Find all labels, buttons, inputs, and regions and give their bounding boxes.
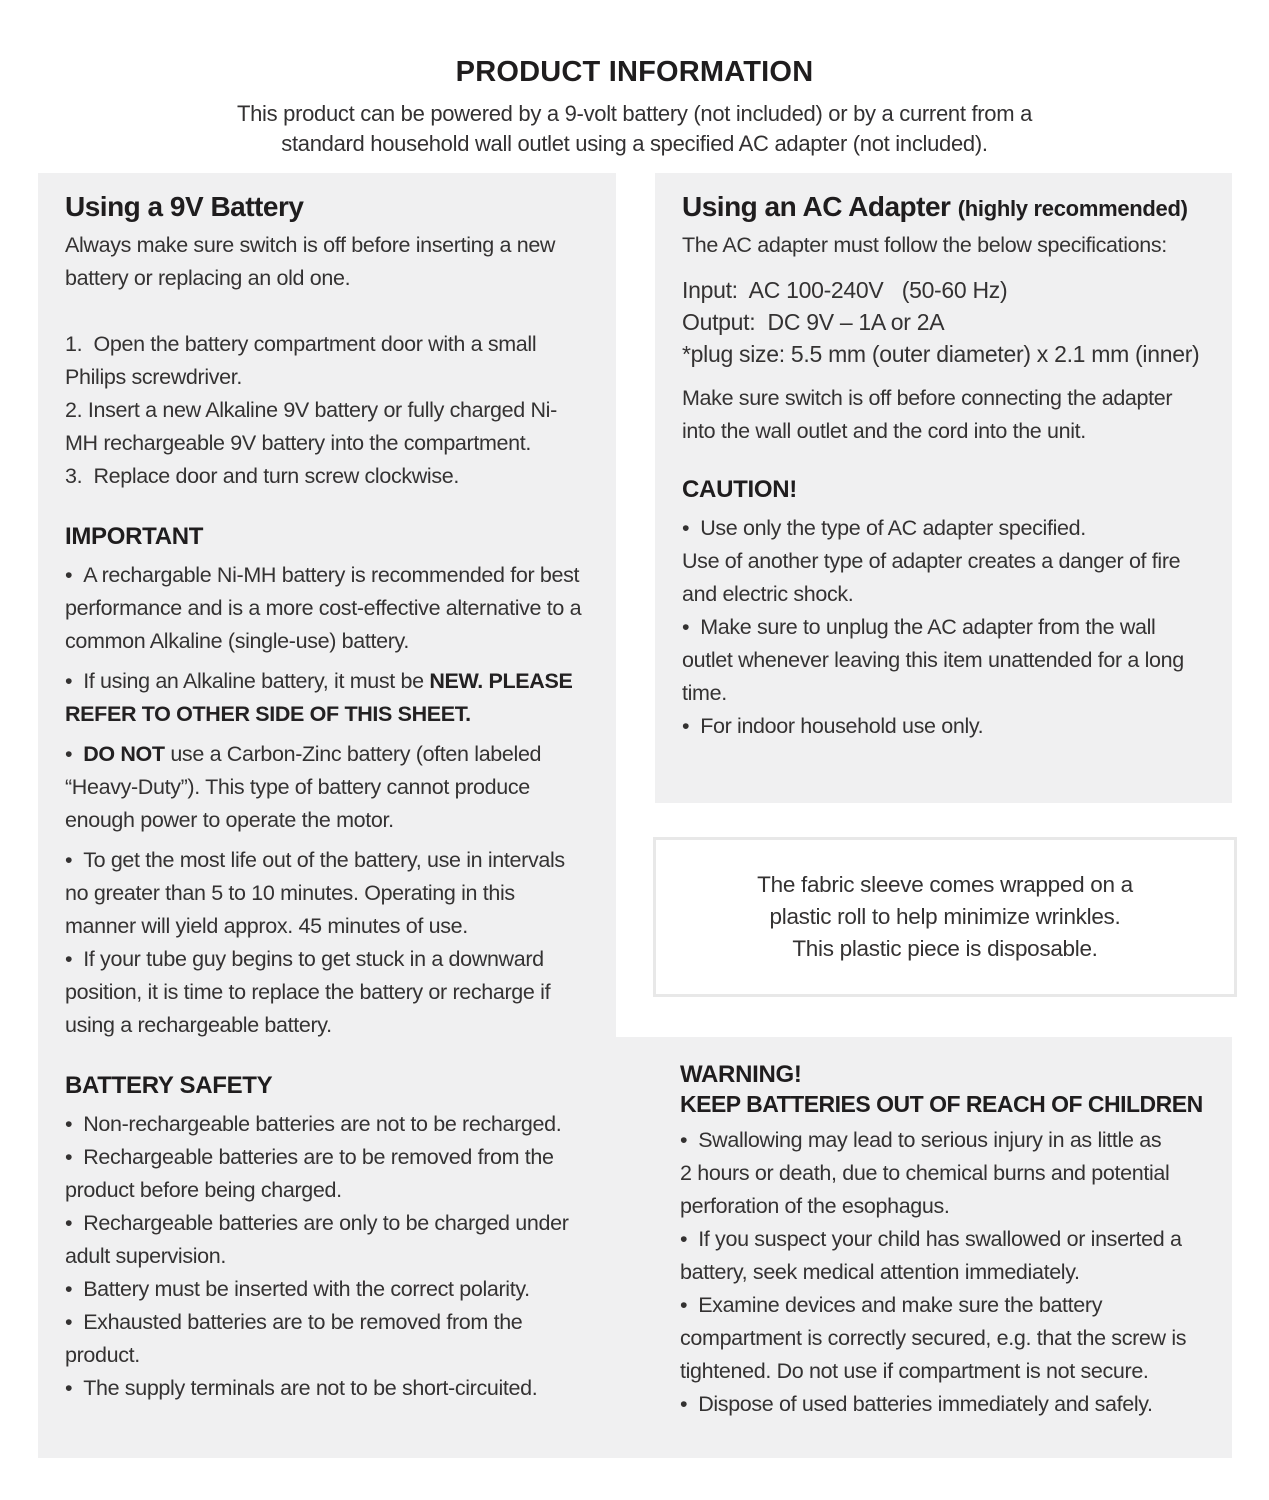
- page-title: PRODUCT INFORMATION: [455, 56, 814, 88]
- battery-section-title: Using a 9V Battery: [65, 191, 304, 222]
- page-subtitle-line-2: standard household wall outlet using a specified AC adapter (not included).: [281, 131, 988, 156]
- bullet-icon: •: [682, 714, 690, 738]
- sleeve-note-line-3: This plastic piece is disposable.: [792, 936, 1098, 961]
- text-run: Swallowing may lead to serious injury in as little as 2 hours or death, due to chemical burns and potential perforation of the esophagus.: [680, 1128, 1170, 1218]
- text-run: Exhausted batteries are to be removed from the product.: [65, 1310, 523, 1367]
- bold-text-run: DO NOT: [83, 742, 165, 766]
- bullet-icon: •: [65, 669, 73, 693]
- battery-safety-heading: BATTERY SAFETY: [65, 1072, 273, 1099]
- adapter-section-title: [682, 191, 1205, 223]
- important-list: [65, 559, 586, 1042]
- text-run: If you suspect your child has swallowed or inserted a battery, seek medical attention immediately.: [680, 1227, 1182, 1284]
- adapter-specs: [682, 274, 1205, 370]
- text-run: To get the most life out of the battery, use in intervals no greater than 5 to 10 minutes. Operating in this manner will yield approx. 45 minutes of use.: [65, 848, 565, 938]
- bullet-item: [65, 1207, 586, 1273]
- bullet-icon: •: [65, 848, 73, 872]
- page-header: [0, 56, 1269, 159]
- text-run: For indoor household use only.: [700, 714, 984, 738]
- text-run: Make sure to unplug the AC adapter from the wall outlet whenever leaving this item unattended for a long time.: [682, 615, 1184, 705]
- bullet-icon: •: [65, 563, 73, 587]
- text-run: use a Carbon-Zinc battery (often labeled “Heavy-Duty”). This type of battery cannot produce enough power to operate the motor.: [65, 742, 542, 832]
- bullet-item: [65, 559, 586, 658]
- spec-output: Output: DC 9V – 1A or 2A: [682, 309, 945, 335]
- warning-list: [680, 1124, 1205, 1421]
- bullet-item: [65, 1108, 586, 1141]
- bullet-icon: •: [65, 947, 73, 971]
- bullet-icon: •: [65, 1112, 73, 1136]
- adapter-title-text: Using an AC Adapter: [682, 191, 951, 222]
- spacer: [65, 295, 586, 328]
- text-run: If your tube guy begins to get stuck in a downward position, it is time to replace the battery or recharge if using a rechargeable battery.: [65, 947, 551, 1037]
- text-run: Examine devices and make sure the battery compartment is correctly secured, e.g. that the screw is tightened. Do not use if compartment is not secure.: [680, 1293, 1187, 1383]
- bullet-icon: •: [65, 1310, 73, 1334]
- warning-subtitle: KEEP BATTERIES OUT OF REACH OF CHILDREN: [680, 1091, 1203, 1117]
- bullet-item: [65, 665, 586, 731]
- bullet-icon: •: [680, 1128, 688, 1152]
- text-run: Non-rechargeable batteries are not to be recharged.: [83, 1112, 562, 1136]
- battery-step-1: 1. Open the battery compartment door with a small Philips screwdriver.: [65, 332, 537, 389]
- bullet-item: [65, 1372, 586, 1405]
- bullet-item: [65, 738, 586, 837]
- warning-heading: WARNING!: [680, 1061, 802, 1088]
- page-subtitle-line-1: This product can be powered by a 9-volt battery (not included) or by a current from a: [236, 101, 1033, 126]
- list-paragraph: [682, 545, 1205, 611]
- battery-safety-list: [65, 1108, 586, 1405]
- bullet-icon: •: [680, 1392, 688, 1416]
- battery-intro: Always make sure switch is off before inserting a new battery or replacing an old one.: [65, 233, 556, 290]
- caution-heading: CAUTION!: [682, 476, 797, 503]
- bullet-item: [65, 1306, 586, 1372]
- bullet-icon: •: [65, 1145, 73, 1169]
- bullet-item: [65, 844, 586, 943]
- bullet-item: [680, 1223, 1205, 1289]
- battery-step-3: 3. Replace door and turn screw clockwise.: [65, 464, 459, 488]
- bold-text-run: PLEASE REFER TO OTHER SIDE OF THIS SHEET.: [65, 669, 573, 726]
- bullet-icon: •: [682, 615, 690, 639]
- text-run: Use only the type of AC adapter specified.: [700, 516, 1086, 540]
- bullet-icon: •: [682, 516, 690, 540]
- text-run: Battery must be inserted with the correct polarity.: [83, 1277, 530, 1301]
- bullet-icon: •: [65, 742, 73, 766]
- text-run: A rechargable Ni-MH battery is recommended for best performance and is a more cost-effective alternative to a common Alkaline (single-use) battery.: [65, 563, 582, 653]
- text-run: Use of another type of adapter creates a danger of fire and electric shock.: [682, 549, 1181, 606]
- text-run: Rechargeable batteries are to be removed from the product before being charged.: [65, 1145, 554, 1202]
- bullet-item: [65, 943, 586, 1042]
- adapter-title-suffix: (highly recommended): [957, 196, 1188, 221]
- adapter-section-panel: [655, 173, 1232, 803]
- important-heading: IMPORTANT: [65, 523, 204, 550]
- text-run: If using an Alkaline battery, it must be: [83, 669, 430, 693]
- warning-section-panel: [616, 1037, 1232, 1458]
- adapter-intro: The AC adapter must follow the below specifications:: [682, 233, 1167, 257]
- spec-plug-size: *plug size: 5.5 mm (outer diameter) x 2.1 mm (inner): [682, 341, 1200, 367]
- bullet-item: [65, 1273, 586, 1306]
- bullet-icon: •: [65, 1277, 73, 1301]
- bullet-item: [65, 1141, 586, 1207]
- bullet-icon: •: [65, 1211, 73, 1235]
- adapter-note: Make sure switch is off before connecting the adapter into the wall outlet and the cord into the unit.: [682, 386, 1173, 443]
- text-run: Dispose of used batteries immediately and safely.: [698, 1392, 1153, 1416]
- text-run: The supply terminals are not to be short-circuited.: [83, 1376, 538, 1400]
- bullet-item: [680, 1289, 1205, 1388]
- bullet-item: [680, 1388, 1205, 1421]
- bullet-icon: •: [680, 1293, 688, 1317]
- text-run: Rechargeable batteries are only to be charged under adult supervision.: [65, 1211, 569, 1268]
- bullet-item: [682, 710, 1205, 743]
- bullet-item: [682, 611, 1205, 710]
- sleeve-note-line-1: The fabric sleeve comes wrapped on a: [757, 872, 1133, 897]
- bullet-item: [682, 512, 1205, 545]
- fabric-sleeve-note-box: [653, 837, 1237, 997]
- bullet-item: [680, 1124, 1205, 1223]
- battery-section-panel: [38, 173, 616, 1458]
- battery-step-2: 2. Insert a new Alkaline 9V battery or fully charged Ni-MH rechargeable 9V battery into the compartment.: [65, 398, 557, 455]
- bold-text-run: NEW.: [429, 669, 483, 693]
- bullet-icon: •: [65, 1376, 73, 1400]
- bullet-icon: •: [680, 1227, 688, 1251]
- caution-list: [682, 512, 1205, 743]
- sleeve-note-line-2: plastic roll to help minimize wrinkles.: [769, 904, 1121, 929]
- spec-input: Input: AC 100-240V (50-60 Hz): [682, 277, 1008, 303]
